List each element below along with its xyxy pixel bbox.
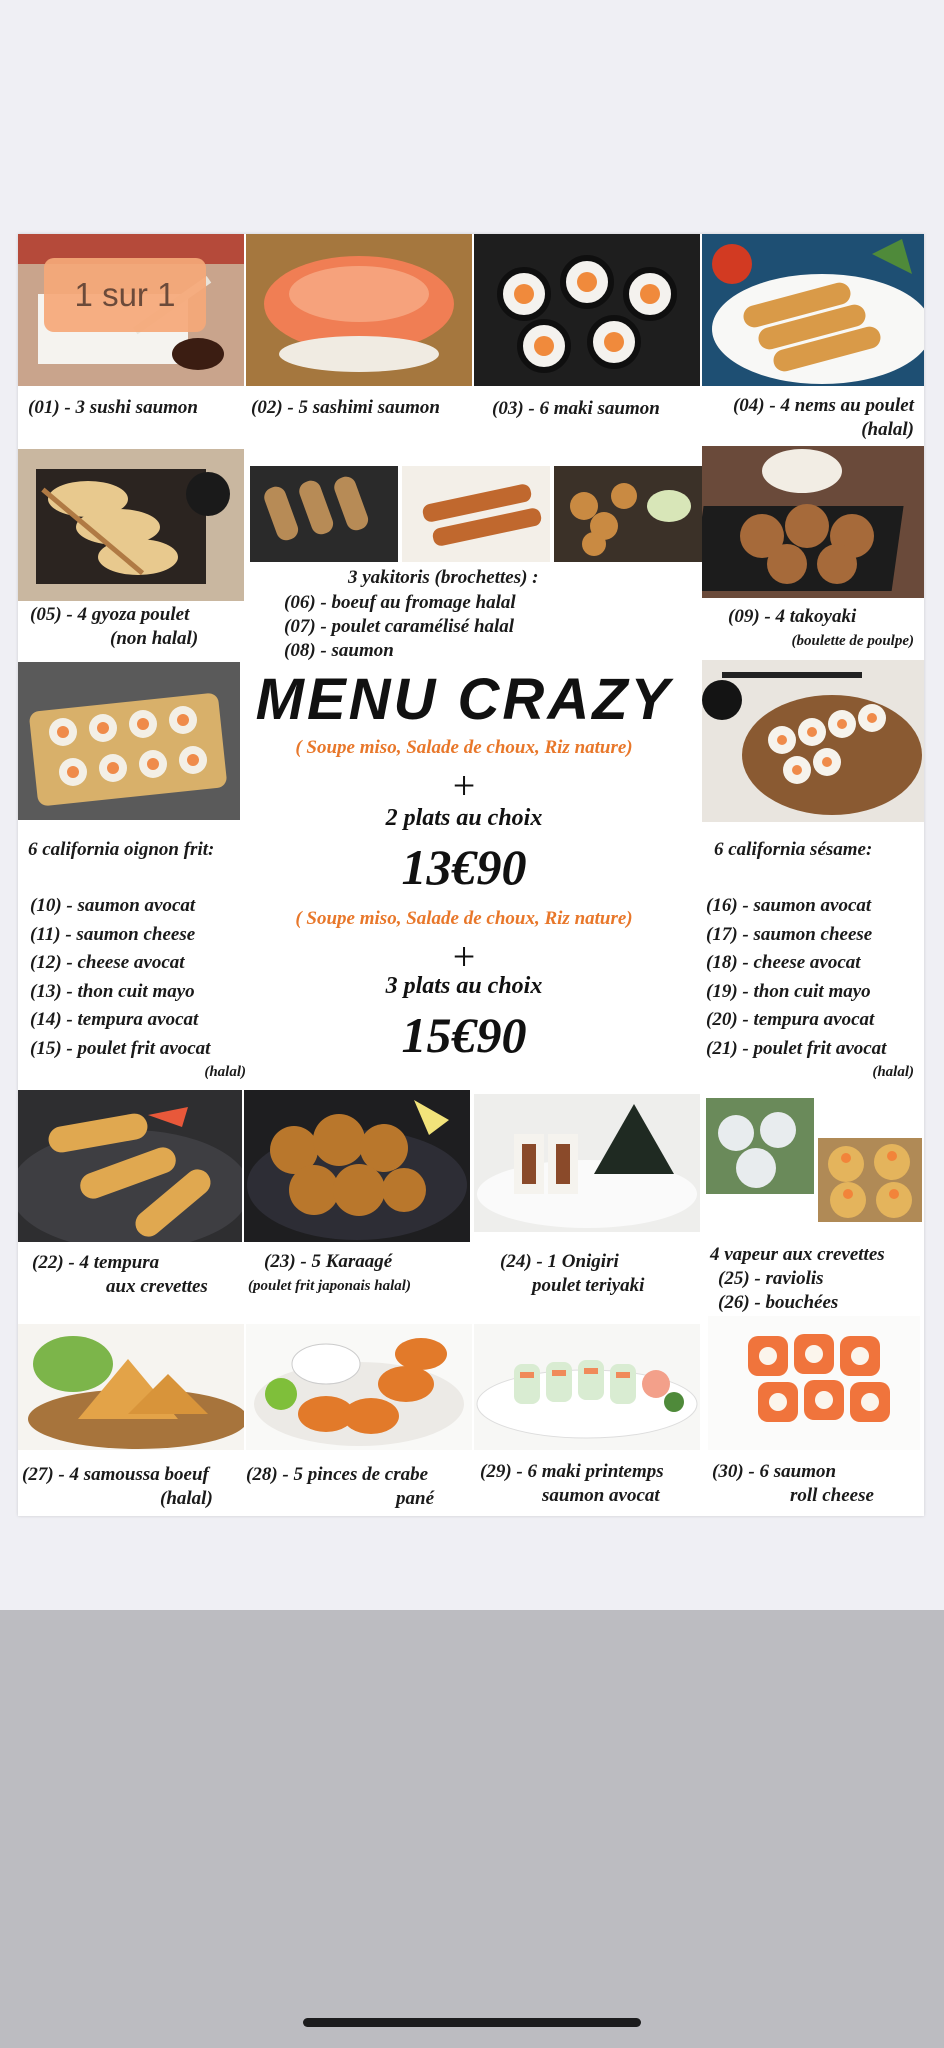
photo-karaage [244,1090,470,1242]
list-item: (17) - saumon cheese [706,923,873,945]
menu-plus-2: + [452,934,476,979]
item-07-caption: (07) - poulet caramélisé halal [284,616,515,637]
menu-includes-2: ( Soupe miso, Salade de choux, Riz nature) [295,908,633,929]
list-item: (16) - saumon avocat [706,895,872,916]
list-item: (14) - tempura avocat [30,1009,199,1030]
photo-maki-printemps [474,1324,700,1450]
photo-yakitori-3 [554,466,702,562]
california-right-title: 6 california sésame: [714,839,873,860]
photo-takoyaki [702,446,924,598]
photo-samoussa [18,1324,244,1450]
list-item: (20) - tempura avocat [706,1009,875,1030]
list-item: (13) - thon cuit mayo [30,980,195,1002]
photo-sashimi-saumon [246,234,472,386]
list-item: (10) - saumon avocat [30,895,196,916]
list-item: (12) - cheese avocat [30,952,185,973]
menu-title: MENU CRAZY [255,667,673,732]
photo-tempura-crevettes [18,1090,242,1242]
photo-raviolis-crevettes [706,1098,814,1194]
menu-plus-1: + [452,763,476,808]
item-23-caption: (23) - 5 Karaagé (poulet frit japonais halal) [248,1251,411,1294]
photo-yakitori-2 [402,466,550,562]
california-right-list [706,892,914,1081]
list-item: (18) - cheese avocat [706,952,861,973]
item-08-caption: (08) - saumon [284,640,394,661]
menu-price-2: 13€90 [401,839,527,895]
menu-price-3: 15€90 [401,1007,527,1063]
item-24-caption: (24) - 1 Onigiri poulet teriyaki [500,1251,645,1296]
viewer-lower-area [0,1610,944,2048]
photo-maki-saumon [474,234,700,386]
item-27-caption: (27) - 4 samoussa boeuf (halal) [22,1464,213,1509]
list-item: (11) - saumon cheese [30,923,196,945]
halal-note: (halal) [204,1064,246,1080]
photo-california-oignon [18,662,240,820]
item-09-caption: (09) - 4 takoyaki (boulette de poulpe) [728,606,914,649]
photo-yakitori-1 [250,466,398,562]
photo-onigiri [474,1094,700,1232]
item-28-caption: (28) - 5 pinces de crabe pané [246,1464,434,1509]
photo-california-sesame [702,660,924,822]
menu-choice-3: 3 plats au choix [385,973,543,999]
item-03-caption: (03) - 6 maki saumon [492,398,660,419]
photo-bouchees-crevettes [818,1138,922,1222]
item-29-caption: (29) - 6 maki printemps saumon avocat [480,1461,664,1506]
photo-gyoza [18,449,244,601]
list-item: (15) - poulet frit avocat [30,1037,211,1059]
halal-note: (halal) [872,1064,914,1080]
item-30-caption: (30) - 6 saumon roll cheese [712,1461,874,1506]
menu-includes-1: ( Soupe miso, Salade de choux, Riz nature) [295,737,633,758]
item-06-caption: (06) - boeuf au fromage halal [284,592,516,613]
item-01-caption: (01) - 3 sushi saumon [28,397,198,418]
item-04-caption: (04) - 4 nems au poulet (halal) [732,395,914,440]
item-05-caption: (05) - 4 gyoza poulet (non halal) [30,604,199,649]
photo-nems-poulet [702,234,924,386]
home-indicator[interactable] [303,2018,641,2027]
yakitori-title: 3 yakitoris (brochettes) : [348,567,539,588]
photo-pinces-crabe [246,1324,472,1450]
list-item: (19) - thon cuit mayo [706,980,871,1002]
item-02-caption: (02) - 5 sashimi saumon [251,397,440,418]
list-item: (21) - poulet frit avocat [706,1037,887,1059]
photo-saumon-roll-cheese [708,1316,920,1450]
item-25-26-caption: 4 vapeur aux crevettes (25) - raviolis (26) - bouchées [710,1244,885,1313]
california-left-title: 6 california oignon frit: [28,839,215,860]
item-22-caption: (22) - 4 tempura aux crevettes [32,1252,208,1297]
page-indicator: 1 sur 1 [44,258,206,332]
menu-image[interactable] [18,234,924,1516]
california-left-list [30,892,246,1081]
menu-choice-2: 2 plats au choix [385,805,543,831]
